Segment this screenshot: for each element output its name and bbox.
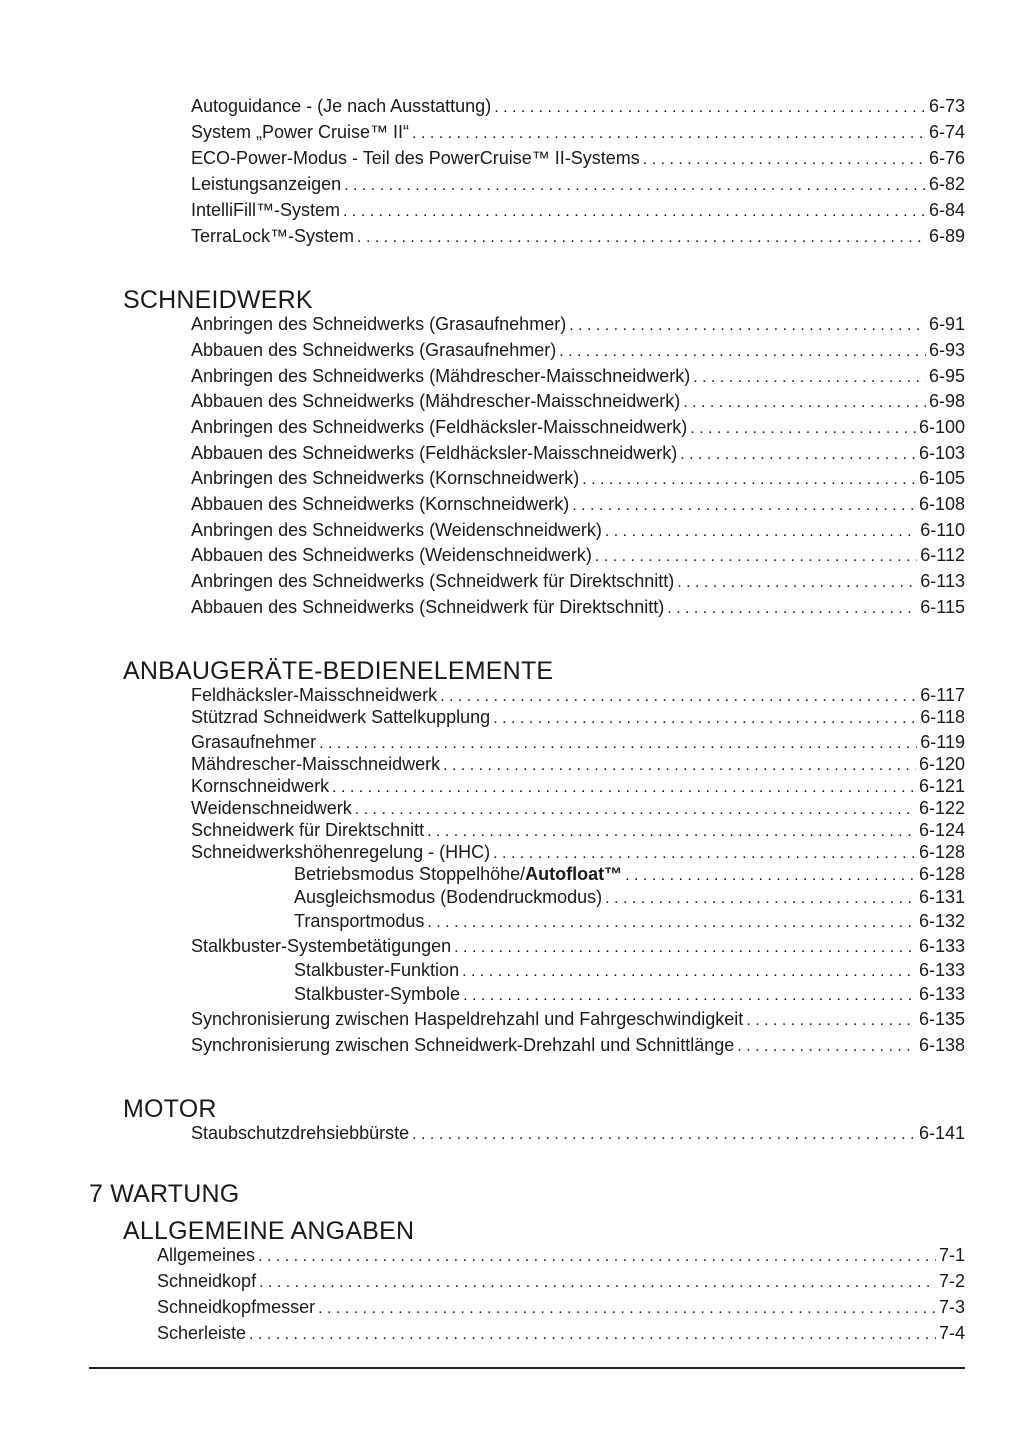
entry-page-number: 6-119 xyxy=(920,732,965,752)
dot-leader xyxy=(582,467,916,491)
entry-page-number: 6-89 xyxy=(928,226,965,246)
toc-entry[interactable] xyxy=(191,465,965,491)
dot-leader xyxy=(643,147,926,171)
entry-page-number: 7-4 xyxy=(938,1323,965,1343)
dot-leader xyxy=(343,199,926,223)
dot-leader xyxy=(693,365,926,389)
toc-entry[interactable] xyxy=(157,1294,965,1320)
entry-label: Staubschutzdrehsiebbürste xyxy=(191,1123,410,1143)
entry-label: Weidenschneidwerk xyxy=(191,798,352,818)
entry-page-number: 6-118 xyxy=(920,707,965,727)
entry-page-number: 6-120 xyxy=(918,754,965,774)
entry-page-number: 6-95 xyxy=(928,366,965,386)
entry-page-number: 7-1 xyxy=(938,1245,965,1265)
entry-label: Scherleiste xyxy=(157,1323,247,1343)
entry-label: Abbauen des Schneidwerks (Grasaufnehmer) xyxy=(191,340,557,360)
entry-label: Anbringen des Schneidwerks (Feldhäcksler-Maisschneidwerk) xyxy=(191,417,688,437)
toc-entry[interactable] xyxy=(191,704,965,730)
entry-label: Abbauen des Schneidwerks (Mähdrescher-Maisschneidwerk) xyxy=(191,391,681,411)
entry-label: System „Power Cruise™ II“ xyxy=(191,122,410,142)
entry-label: Anbringen des Schneidwerks (Kornschneidwerk) xyxy=(191,468,580,488)
entry-label: Ausgleichsmodus (Bodendruckmodus) xyxy=(294,887,603,907)
entry-label: IntelliFill™-System xyxy=(191,200,341,220)
entry-label: Stützrad Schneidwerk Sattelkupplung xyxy=(191,707,491,727)
entry-label: Transportmodus xyxy=(294,911,425,931)
toc-entry[interactable] xyxy=(191,363,965,389)
entry-page-number: 6-138 xyxy=(918,1035,965,1055)
entry-page-number: 6-133 xyxy=(918,984,965,1004)
entry-page-number: 6-113 xyxy=(920,571,965,591)
entry-page-number: 6-131 xyxy=(918,887,965,907)
entry-label: Mähdrescher-Maisschneidwerk xyxy=(191,754,441,774)
entry-page-number: 6-135 xyxy=(918,1009,965,1029)
entry-page-number: 6-132 xyxy=(918,911,965,931)
toc-entry[interactable] xyxy=(294,884,965,910)
dot-leader xyxy=(249,1322,936,1346)
dot-leader xyxy=(569,313,926,337)
toc-entry[interactable] xyxy=(191,542,965,568)
toc-entry[interactable] xyxy=(191,594,965,620)
dot-leader xyxy=(357,225,926,249)
dot-leader xyxy=(605,886,916,910)
entry-label: Abbauen des Schneidwerks (Feldhäcksler-Maisschneidwerk) xyxy=(191,443,678,463)
entry-page-number: 6-124 xyxy=(918,820,965,840)
toc-entry[interactable] xyxy=(191,311,965,337)
entry-label: Leistungsanzeigen xyxy=(191,174,342,194)
dot-leader xyxy=(559,339,926,363)
section-heading-allgemeine-angaben: ALLGEMEINE ANGABEN xyxy=(123,1217,415,1245)
dot-leader xyxy=(493,706,917,730)
chapter-heading-wartung: 7 WARTUNG xyxy=(89,1180,240,1208)
entry-label: Feldhäcksler-Maisschneidwerk xyxy=(191,685,438,705)
toc-entry[interactable] xyxy=(191,171,965,197)
entry-page-number: 6-115 xyxy=(920,597,965,617)
section-heading-motor: MOTOR xyxy=(123,1095,217,1123)
dot-leader xyxy=(737,1034,916,1058)
entry-label: Synchronisierung zwischen Haspeldrehzahl und Fahrgeschwindigkeit xyxy=(191,1009,744,1029)
entry-label: Allgemeines xyxy=(157,1245,256,1265)
section-heading-anbaugeraete: ANBAUGERÄTE-BEDIENELEMENTE xyxy=(123,657,554,685)
dot-leader xyxy=(412,1122,916,1146)
dot-leader xyxy=(690,416,916,440)
dot-leader xyxy=(572,493,916,517)
entry-label: Anbringen des Schneidwerks (Grasaufnehmer) xyxy=(191,314,567,334)
entry-label: Anbringen des Schneidwerks (Schneidwerk für Direktschnitt) xyxy=(191,571,675,591)
toc-entry[interactable] xyxy=(157,1320,965,1346)
entry-label: Abbauen des Schneidwerks (Schneidwerk für Direktschnitt) xyxy=(191,597,665,617)
entry-label: Schneidkopfmesser xyxy=(157,1297,316,1317)
toc-entry[interactable] xyxy=(191,933,965,959)
entry-label-regular: Betriebsmodus Stoppelhöhe/ xyxy=(294,864,526,884)
entry-label: Autoguidance - (Je nach Ausstattung) xyxy=(191,96,492,116)
entry-page-number: 6-128 xyxy=(918,864,965,884)
entry-label: ECO-Power-Modus - Teil des PowerCruise™ II-Systems xyxy=(191,148,640,168)
entry-page-number: 6-133 xyxy=(918,936,965,956)
dot-leader xyxy=(258,1244,936,1268)
dot-leader xyxy=(259,1270,936,1294)
dot-leader xyxy=(605,519,917,543)
toc-entry[interactable] xyxy=(157,1268,965,1294)
toc-entry[interactable] xyxy=(191,388,965,414)
entry-page-number: 6-117 xyxy=(920,685,965,705)
entry-label: Schneidkopf xyxy=(157,1271,257,1291)
toc-entry[interactable] xyxy=(191,440,965,466)
dot-leader xyxy=(680,442,916,466)
toc-entry[interactable] xyxy=(191,197,965,223)
entry-page-number: 6-133 xyxy=(918,960,965,980)
footer-rule xyxy=(89,1367,965,1369)
entry-page-number: 6-84 xyxy=(928,200,965,220)
entry-page-number: 6-93 xyxy=(928,340,965,360)
entry-label: Abbauen des Schneidwerks (Weidenschneidwerk) xyxy=(191,545,592,565)
entry-label: Grasaufnehmer xyxy=(191,732,317,752)
toc-entry[interactable] xyxy=(191,145,965,171)
dot-leader xyxy=(746,1008,916,1032)
entry-label: Stalkbuster-Funktion xyxy=(294,960,460,980)
entry-page-number: 7-2 xyxy=(938,1271,965,1291)
entry-label: Stalkbuster-Symbole xyxy=(294,984,461,1004)
dot-leader xyxy=(683,390,926,414)
section-heading-schneidwerk: SCHNEIDWERK xyxy=(123,286,313,314)
toc-entry[interactable] xyxy=(191,1032,965,1058)
toc-entry[interactable] xyxy=(191,568,965,594)
entry-label: Synchronisierung zwischen Schneidwerk-Drehzahl und Schnittlänge xyxy=(191,1035,735,1055)
entry-page-number: 6-108 xyxy=(918,494,965,514)
entry-page-number: 6-91 xyxy=(928,314,965,334)
dot-leader xyxy=(677,570,917,594)
entry-page-number: 6-122 xyxy=(918,798,965,818)
entry-label-bold: Autofloat™ xyxy=(525,864,623,884)
toc-entry[interactable] xyxy=(191,223,965,249)
entry-page-number: 6-82 xyxy=(928,174,965,194)
toc-entry[interactable] xyxy=(191,517,965,543)
toc-entry[interactable] xyxy=(157,1242,965,1268)
dot-leader xyxy=(463,983,916,1007)
toc-entry[interactable] xyxy=(191,119,965,145)
entry-label: Anbringen des Schneidwerks (Weidenschneidwerk) xyxy=(191,520,602,540)
toc-entry[interactable] xyxy=(294,908,965,934)
entry-label: Kornschneidwerk xyxy=(191,776,330,796)
toc-entry[interactable] xyxy=(191,1006,965,1032)
entry-label: TerraLock™-System xyxy=(191,226,355,246)
dot-leader xyxy=(595,544,917,568)
toc-entry[interactable] xyxy=(191,337,965,363)
entry-label: Anbringen des Schneidwerks (Mähdrescher-Maisschneidwerk) xyxy=(191,366,691,386)
entry-page-number: 6-100 xyxy=(918,417,965,437)
entry-label: Abbauen des Schneidwerks (Kornschneidwerk) xyxy=(191,494,570,514)
dot-leader xyxy=(412,121,926,145)
dot-leader xyxy=(427,910,916,934)
toc-entry[interactable] xyxy=(191,491,965,517)
dot-leader xyxy=(318,1296,936,1320)
dot-leader xyxy=(454,935,916,959)
toc-entry[interactable] xyxy=(191,93,965,119)
entry-page-number: 6-105 xyxy=(918,468,965,488)
entry-page-number: 6-74 xyxy=(928,122,965,142)
entry-page-number: 6-98 xyxy=(928,391,965,411)
entry-page-number: 6-121 xyxy=(918,776,965,796)
dot-leader xyxy=(667,596,917,620)
entry-label: Schneidwerk für Direktschnitt xyxy=(191,820,425,840)
entry-label: Stalkbuster-Systembetätigungen xyxy=(191,936,452,956)
entry-page-number: 7-3 xyxy=(938,1297,965,1317)
entry-page-number: 6-112 xyxy=(920,545,965,565)
toc-entry[interactable] xyxy=(191,414,965,440)
entry-page-number: 6-128 xyxy=(918,842,965,862)
entry-page-number: 6-103 xyxy=(918,443,965,463)
toc-entry[interactable] xyxy=(294,957,965,983)
entry-page-number: 6-141 xyxy=(918,1123,965,1143)
dot-leader xyxy=(494,95,926,119)
dot-leader xyxy=(344,173,926,197)
entry-page-number: 6-73 xyxy=(928,96,965,116)
entry-page-number: 6-110 xyxy=(920,520,965,540)
toc-entry[interactable] xyxy=(294,981,965,1007)
toc-entry[interactable] xyxy=(191,1120,965,1146)
entry-label: Schneidwerkshöhenregelung - (HHC) xyxy=(191,842,491,862)
dot-leader xyxy=(462,959,916,983)
entry-page-number: 6-76 xyxy=(928,148,965,168)
